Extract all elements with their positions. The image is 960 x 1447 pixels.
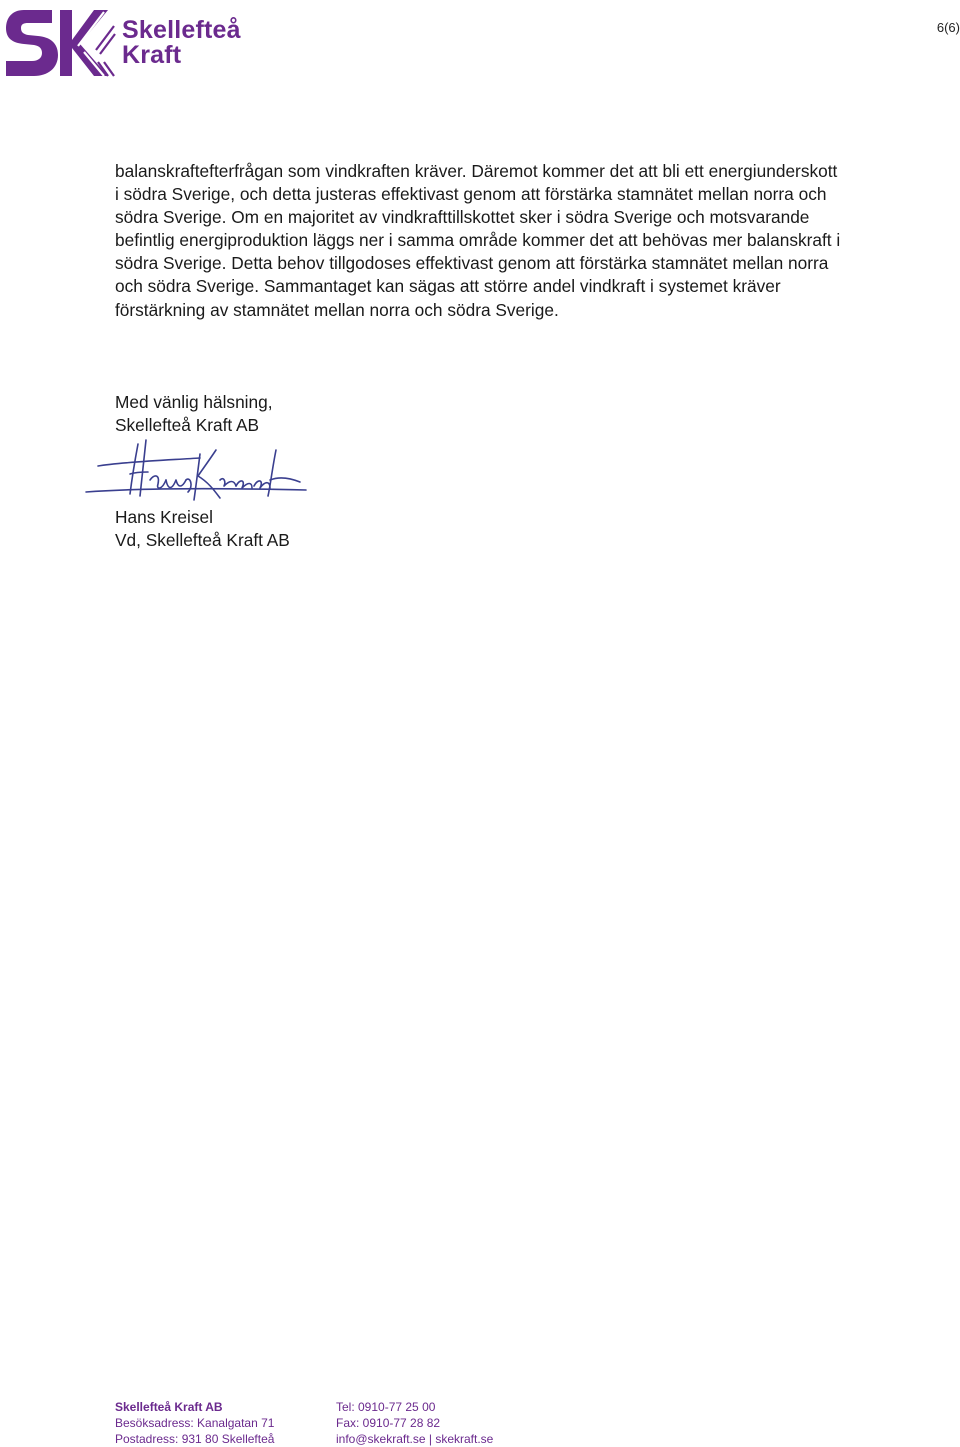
footer-company: Skellefteå Kraft AB	[115, 1400, 223, 1414]
logo-wordmark	[122, 18, 241, 68]
closing-greeting: Med vänlig hälsning,	[115, 392, 273, 412]
signer-title: Vd, Skellefteå Kraft AB	[115, 530, 290, 550]
sk-logo-icon	[4, 6, 116, 78]
footer-address	[115, 1399, 274, 1447]
body-paragraph: balanskraftefterfrågan som vindkraften kräver. Däremot kommer det att bli ett energiunderskott i södra Sverige, och detta justeras effektivast genom att förstärka stamnätet mellan norra och södra Sverige. Om en majoritet av vindkrafttillskottet sker i södra Sverige och motsvarande befintlig energiproduktion läggs ner i samma område kommer det att behövas mer balanskraft i södra Sverige. Detta behov tillgodoses effektivast genom att förstärka stamnätet mellan norra och södra Sverige. Sammantaget kan sägas att större andel vindkraft i systemet kräver förstärkning av stamnätet mellan norra och södra Sverige.	[115, 161, 841, 320]
footer-phone: Tel: 0910-77 25 00	[336, 1400, 436, 1414]
page-number: 6(6)	[936, 20, 960, 35]
signer-block	[115, 506, 290, 552]
footer-postal-address: Postadress: 931 80 Skellefteå	[115, 1432, 275, 1446]
handwritten-signature	[80, 430, 312, 510]
footer-contact	[336, 1399, 493, 1447]
logo-name-line2: Kraft	[122, 41, 182, 69]
footer-visit-address: Besöksadress: Kanalgatan 71	[115, 1416, 275, 1430]
company-logo	[4, 6, 244, 78]
footer-email-web[interactable]: info@skekraft.se | skekraft.se	[336, 1432, 494, 1446]
footer-fax: Fax: 0910-77 28 82	[336, 1416, 441, 1430]
logo-name-line1: Skellefteå	[122, 16, 241, 44]
signer-name: Hans Kreisel	[115, 507, 213, 527]
closing-company: Skellefteå Kraft AB	[115, 415, 260, 435]
